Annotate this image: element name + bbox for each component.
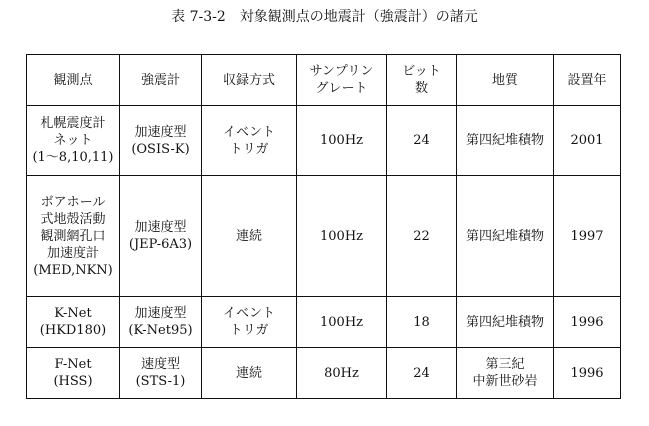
spec-table (26, 54, 621, 399)
cell-line: (K-Net95) (128, 323, 193, 338)
cell-line: (1～8,10,11) (32, 150, 114, 165)
cell-station (27, 106, 120, 176)
cell-line: トリガ (229, 323, 269, 338)
header-recording (202, 55, 297, 106)
cell-line: 観測網孔口 (40, 228, 106, 244)
cell-station (27, 176, 120, 297)
cell-line: 1996 (570, 365, 604, 381)
header-geology-line: 地質 (491, 72, 518, 88)
cell-line: 22 (413, 228, 430, 244)
cell-line: (HKD180) (39, 323, 107, 338)
header-bits (387, 55, 457, 106)
table-row (27, 348, 621, 399)
cell-seismometer (120, 348, 202, 399)
cell-sampling (297, 348, 387, 399)
cell-recording (202, 297, 297, 348)
cell-line: (HSS) (53, 374, 93, 389)
cell-line: 1997 (570, 228, 604, 244)
header-year (554, 55, 621, 106)
table-caption: 表 7-3-2 対象観測点の地震計（強震計）の諸元 (171, 9, 478, 25)
cell-recording (202, 106, 297, 176)
cell-geology (457, 348, 554, 399)
cell-line: 第四紀堆積物 (465, 228, 544, 244)
cell-geology (457, 176, 554, 297)
header-year-line: 設置年 (567, 72, 607, 88)
cell-line: 2001 (570, 133, 604, 148)
cell-recording (202, 176, 297, 297)
cell-line: 連続 (235, 365, 262, 381)
cell-bits (387, 348, 457, 399)
cell-year (554, 176, 621, 297)
cell-line: 中新世砂岩 (472, 374, 538, 389)
cell-line: 第四紀堆積物 (465, 314, 544, 330)
cell-line: 式地殻活動 (40, 211, 106, 227)
cell-geology (457, 297, 554, 348)
cell-line: イベント (222, 306, 275, 321)
cell-line: 1996 (570, 314, 604, 330)
cell-line: 加速度型 (134, 306, 187, 321)
cell-line: (OSIS-K) (131, 141, 190, 157)
cell-recording (202, 348, 297, 399)
cell-line: 第三紀 (485, 357, 525, 372)
cell-bits (387, 297, 457, 348)
cell-sampling (297, 106, 387, 176)
cell-line: 18 (413, 314, 430, 330)
header-sampling-rate (297, 55, 387, 106)
cell-line: トリガ (229, 141, 269, 157)
cell-year (554, 348, 621, 399)
header-station-line: 観測点 (53, 72, 93, 88)
header-seismometer (120, 55, 202, 106)
cell-sampling (297, 176, 387, 297)
cell-line: 100Hz (320, 133, 363, 148)
cell-station (27, 297, 120, 348)
cell-station (27, 348, 120, 399)
header-sampling-line: グレート (315, 81, 368, 96)
cell-line: イベント (222, 124, 275, 140)
cell-line: F-Net (54, 357, 92, 372)
cell-line: 加速度型 (134, 220, 187, 235)
header-recording-line: 収録方式 (222, 72, 275, 88)
table-row (27, 106, 621, 176)
cell-line: (MED,NKN) (33, 262, 113, 278)
cell-line: 24 (413, 365, 430, 381)
cell-line: 第四紀堆積物 (465, 133, 544, 148)
cell-line: 速度型 (140, 357, 180, 372)
header-sampling-line: サンプリン (309, 64, 374, 79)
cell-line: K-Net (54, 306, 92, 321)
header-station (27, 55, 120, 106)
header-seismometer-line: 強震計 (140, 72, 180, 88)
cell-line: (JEP-6A3) (128, 237, 193, 252)
header-row (27, 55, 621, 106)
cell-line: 100Hz (320, 314, 363, 330)
cell-line: 80Hz (324, 365, 359, 381)
cell-year (554, 106, 621, 176)
cell-line: 連続 (235, 228, 262, 244)
cell-seismometer (120, 176, 202, 297)
cell-line: 札幌震度計 (40, 116, 106, 131)
table-row (27, 297, 621, 348)
cell-line: 加速度型 (134, 124, 187, 140)
cell-line: (STS-1) (135, 374, 186, 389)
cell-seismometer (120, 106, 202, 176)
table-row (27, 176, 621, 297)
cell-bits (387, 176, 457, 297)
cell-seismometer (120, 297, 202, 348)
header-bits-line: 数 (414, 81, 428, 96)
cell-year (554, 297, 621, 348)
cell-line: 100Hz (320, 228, 363, 244)
cell-line: 加速度計 (46, 245, 99, 261)
cell-geology (457, 106, 554, 176)
cell-line: ボアホール (40, 194, 106, 210)
cell-line: ネット (53, 133, 93, 148)
cell-bits (387, 106, 457, 176)
header-geology (457, 55, 554, 106)
header-bits-line: ビット (402, 64, 441, 79)
cell-sampling (297, 297, 387, 348)
cell-line: 24 (413, 133, 430, 148)
